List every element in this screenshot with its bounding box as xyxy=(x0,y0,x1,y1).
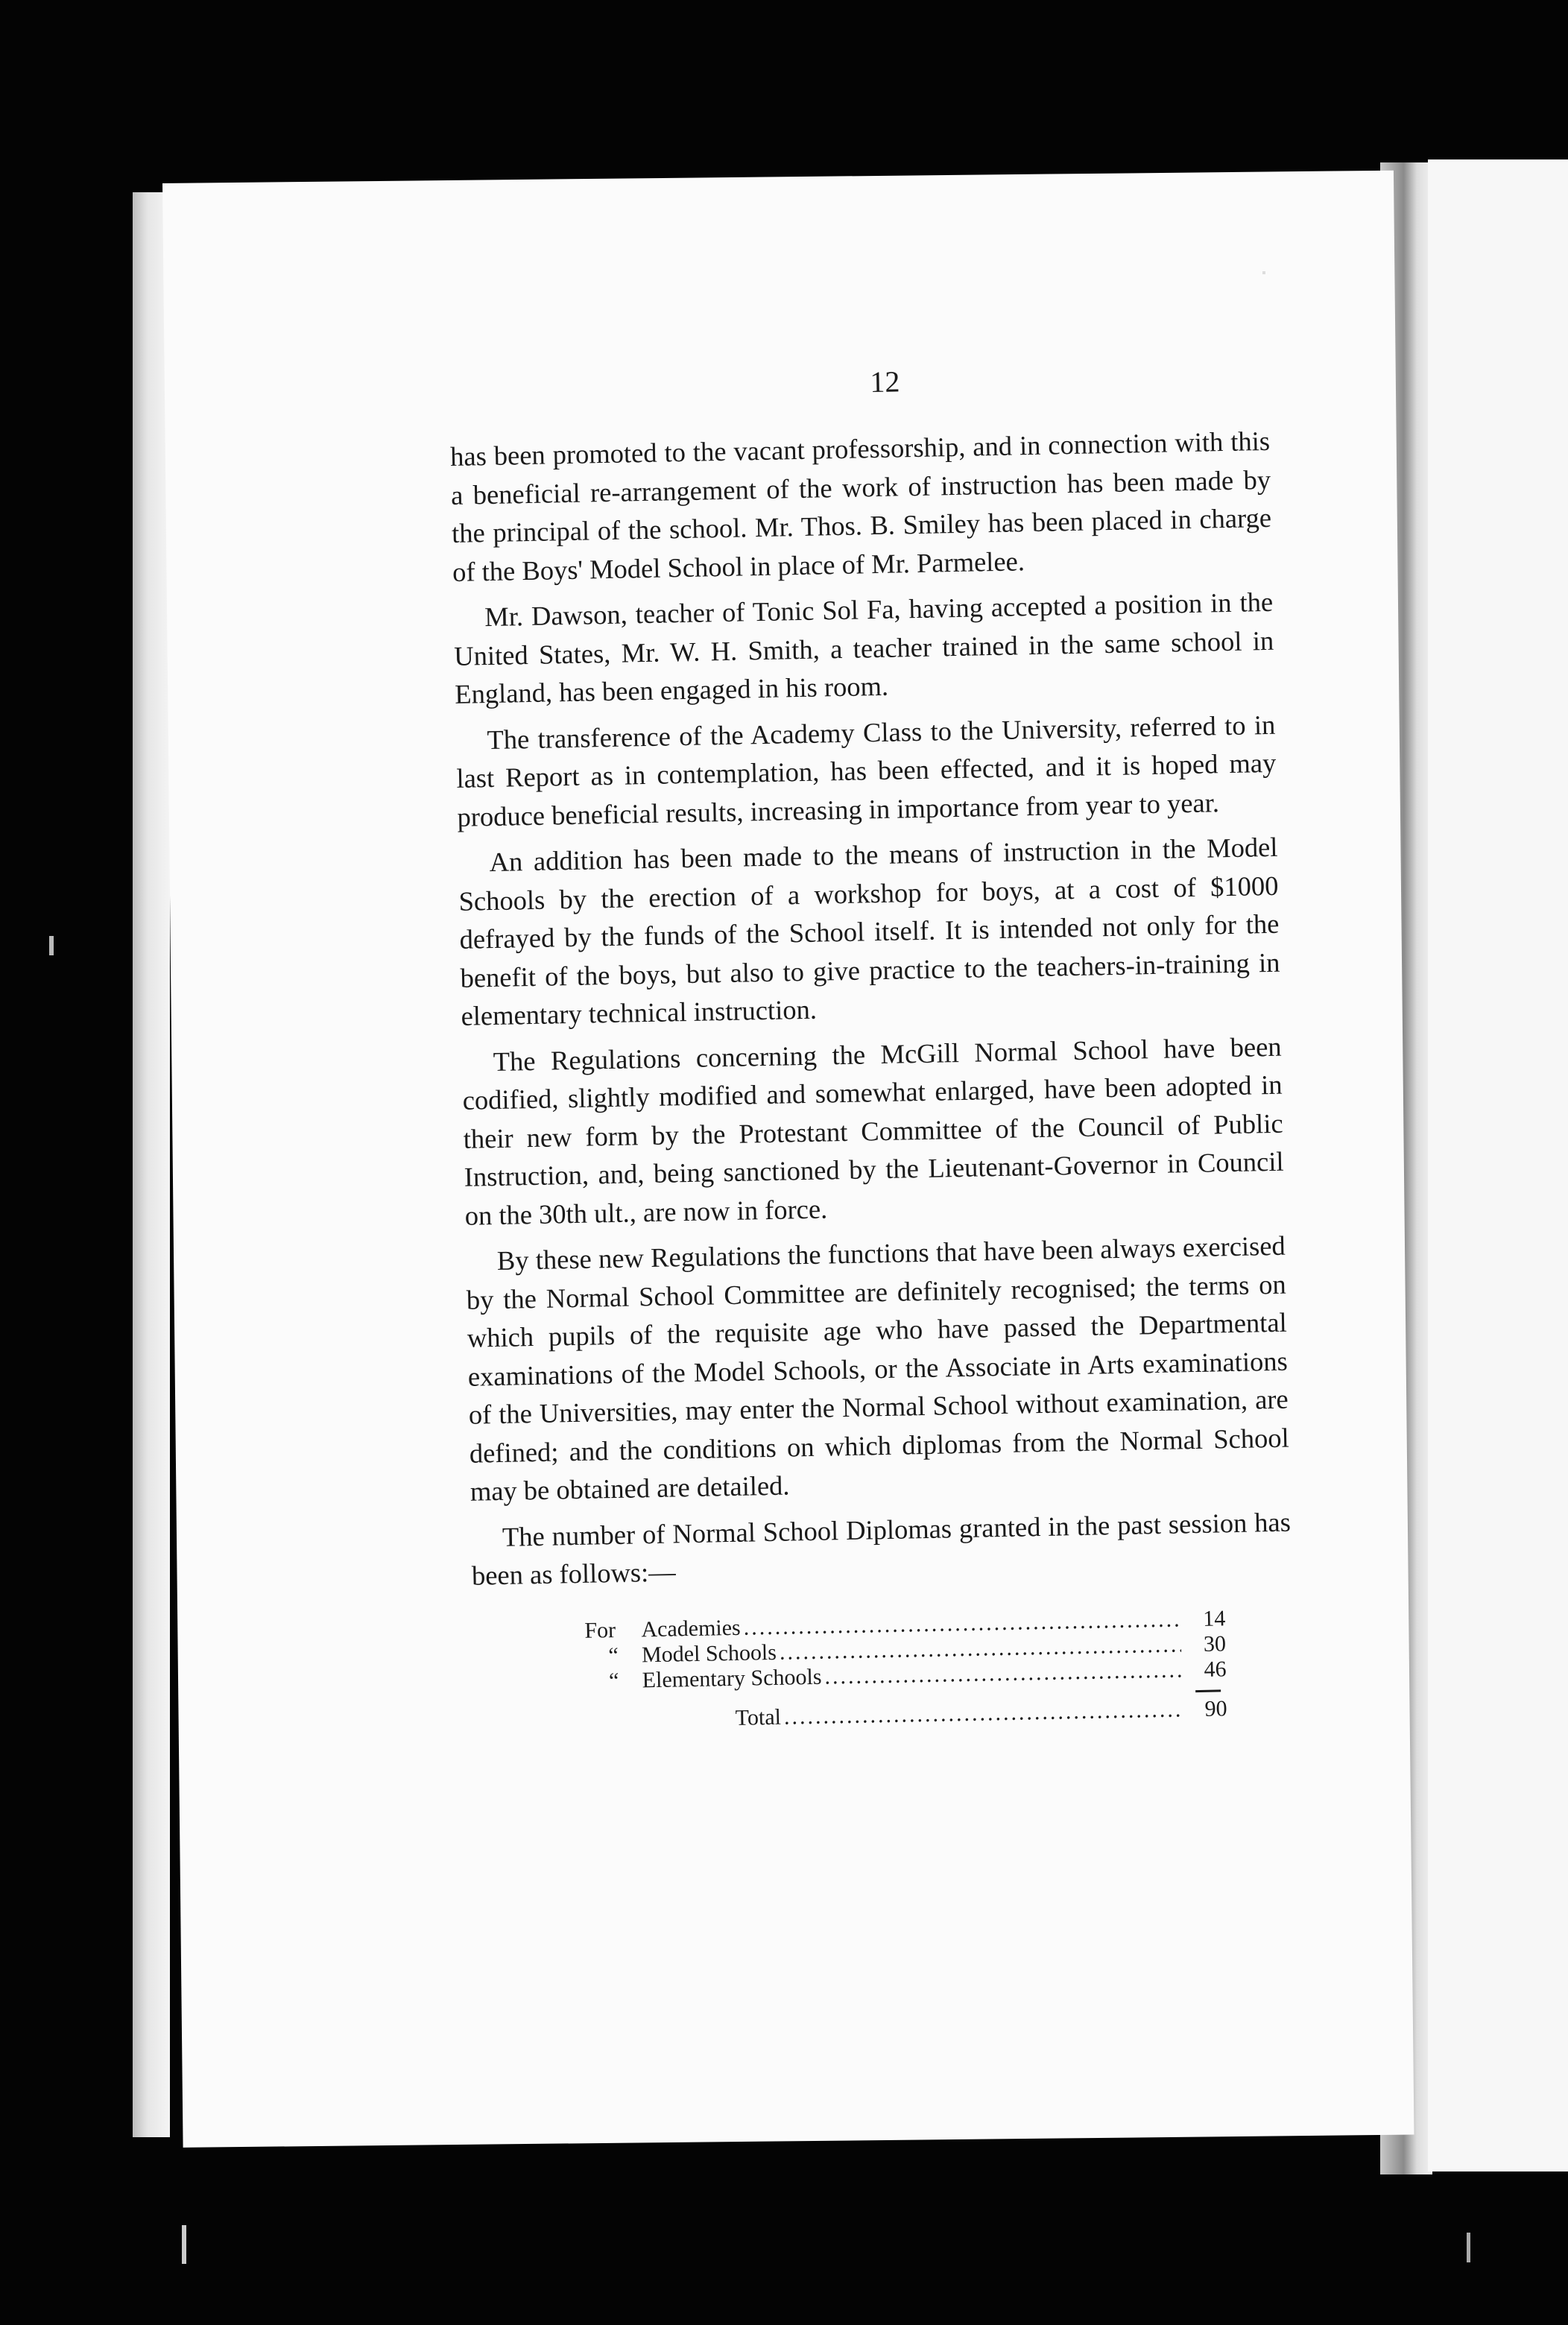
sum-rule xyxy=(1195,1689,1221,1692)
page-number: 12 xyxy=(869,364,900,399)
row-value: 46 xyxy=(1204,1656,1227,1682)
total-value: 90 xyxy=(1204,1695,1227,1721)
paragraph: Mr. Dawson, teacher of Tonic Sol Fa, having accepted a position in the United States, Mr. W. H. Smith, a teacher trained in the same school in England, has been engaged in his room. xyxy=(453,586,1274,709)
row-prefix: “ xyxy=(608,1642,619,1668)
paragraph: The transference of the Academy Class to the University, referred to in last Report as in contemplation, has been effected, and it is hoped may produce beneficial results, increasing in importance from year to year. xyxy=(456,709,1277,832)
page-stack-edge xyxy=(133,192,170,2137)
diplomas-table xyxy=(584,1606,1227,1733)
row-label: Model Schools xyxy=(641,1639,777,1667)
page-text-block xyxy=(449,357,1294,1736)
scan-speck xyxy=(182,2225,186,2264)
row-value: 14 xyxy=(1202,1605,1226,1631)
facing-page-edge xyxy=(1428,159,1568,2171)
paragraph: By these new Regulations the functions that have been always exercised by the Normal School Committee are definitely recognised; the terms on which pupils of the requisite age who have passed the Departmental examinations of the Model Schools, or the Associate in Arts examinations of the Universities, may enter the Normal School without examination, are defined; and the conditions on which diplomas from the Normal School may be obtained are detailed. xyxy=(466,1230,1290,1507)
paragraph: has been promoted to the vacant professorship, and in connection with this a beneficial re-arrangement of the work of instruction has been made by the principal of the school. Mr. Thos. B. Smiley has been placed in charge of the Boys' Model School in place of Mr. Parmelee. xyxy=(449,425,1272,587)
row-value: 30 xyxy=(1203,1630,1227,1657)
scan-speck xyxy=(1467,2233,1470,2262)
paragraph: An addition has been made to the means of instruction in the Model Schools by the erection of a workshop for boys, at a cost of $1000 defrayed by the funds of the School itself. It is intended not only for the benefit of the boys, but also to give practice to the teachers-in-training in elementary technical instruction. xyxy=(458,831,1280,1031)
row-prefix: “ xyxy=(608,1668,619,1693)
row-label: Academies xyxy=(641,1615,741,1642)
scan-speck xyxy=(49,936,54,955)
row-prefix: For xyxy=(584,1617,616,1643)
paper-speck xyxy=(1262,271,1265,274)
paragraph: The Regulations concerning the McGill Normal School have been codified, slightly modified and somewhat enlarged, have been adopted in their new form by the Protestant Committee of the Council of Public Instruction, and, being sanctioned by the Lieutenant-Governor in Council on the 30th ult., are now in force. xyxy=(462,1031,1284,1231)
paragraph: The number of Normal School Diplomas granted in the past session has been as follows:— xyxy=(471,1506,1292,1591)
total-label: Total xyxy=(735,1704,782,1730)
row-label: Elementary Schools xyxy=(642,1664,822,1692)
